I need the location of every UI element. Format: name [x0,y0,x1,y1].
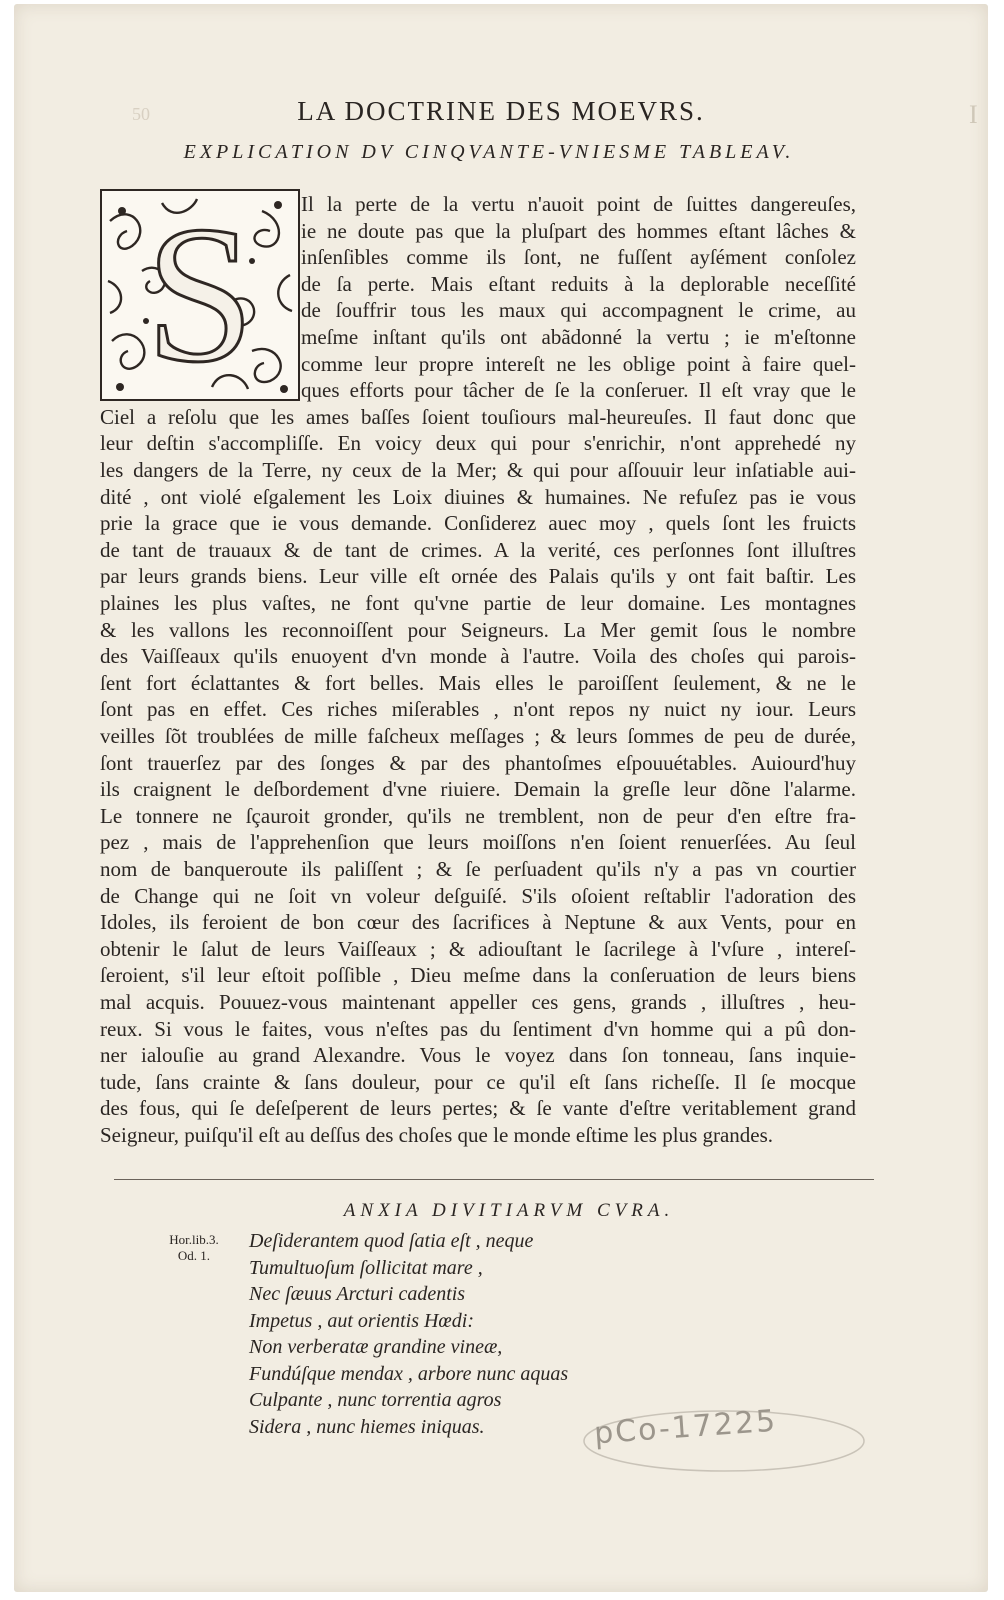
body-line: Ciel a reſolu que les ames baſſes ſoient touſiours mal-heureuſes. Il faut donc que [100,404,856,429]
verse-line: Non verberatæ grandine vineæ, [249,1336,503,1358]
body-line: veilles ſõt troublées de mille faſcheux meſſages ; & leurs ſommes de peu de durée, [100,724,856,748]
body-line: les dangers de la Terre, ny ceux de la Mer; & qui pour aſſouuir leur inſatiable aui- [100,458,856,482]
body-line: de tant de trauaux & de tant de crimes. A la verité, ces perſonnes ſont illuſtres [100,537,856,562]
body-line: des Vaiſſeaux qu'ils enuoyent d'vn monde à l'autre. Voila des choſes qui parois- [100,644,856,669]
paper-sheet [14,4,988,1592]
body-line: ſeroient, s'il leur eſtoit poſſible , Dieu meſme dans la conſeruation de leurs biens [100,963,856,988]
body-line: mal acquis. Pouuez-vous maintenant appeller ces gens, grands , illuſtres , heu- [100,990,856,1014]
body-line: ſent fort éclattantes & fort belles. Mais elles le paroiſſent ſeulement, & ne le [100,670,856,695]
body-line: Le tonnere ne ſçauroit gronder, qu'ils ne tremblent, non de peur d'en eſtre fra- [100,803,856,828]
body-line: inſenſibles comme ils ſont, ne fuſſent ayſément conſolez [301,245,856,270]
ornamental-initial [100,186,300,403]
body-line: ie ne doute pas que la pluſpart des hommes eſtant lâches & [301,218,856,243]
verse-line: Nec ſæuus Arcturi cadentis [249,1283,466,1305]
body-line: & les vallons les reconnoiſſent pour Seigneurs. La Mer gemit ſous le nombre [100,617,856,642]
drop-cap-letter: S [145,186,255,403]
verse-line: Deſiderantem quod ſatia eſt , neque [249,1230,534,1252]
body-line: Idoles, ils feroient de bon cœur des ſacrifices à Neptune & aux Vents, pour en [100,910,856,935]
chapter-heading: EXPLICATION DV CINQVANTE-VNIESME TABLEAV. [183,141,795,163]
body-line: prie la grace que ie vous demande. Conſiderez auec moy , quels ſont les fruicts [100,511,856,536]
verse-line: Fundúſque mendax , arbore nunc aquas [249,1362,569,1385]
body-line: Seigneur, puiſqu'il eſt au deſſus des choſes que le monde eſtime les plus grandes. [100,1123,774,1147]
verse-line: Impetus , aut orientis Hœdi: [249,1309,474,1332]
verse-line: Sidera , nunc hiemes iniquas. [249,1415,485,1438]
quote-reference-line: Hor.lib.3. [169,1232,219,1247]
body-line: des fous, qui ſe deſeſperent de leurs pertes; & ſe vante d'eſtre veritablement grand [100,1096,856,1121]
body-line: plaines les plus vaſtes, ne font qu'vne partie de leur domaine. Les montagnes [100,591,856,615]
body-line: par leurs grands biens. Leur ville eſt ornée des Palais qu'ils y ont fait baſtir. Les [100,564,856,589]
running-title: LA DOCTRINE DES MOEVRS. [297,96,705,126]
body-line: ques efforts pour tâcher de ſe la conſeruer. Il eſt vray que le [301,378,856,403]
bleed-through-page-number: 50 [132,104,150,124]
body-line: meſme inſtant qu'ils ont abãdonné la vertu ; ie m'eſtonne [301,325,856,349]
bleed-through-letter: I [969,100,978,129]
body-line: pez , mais de l'apprehenſion que leurs moiſſons n'en ſoient renuerſées. Au ſeul [100,830,856,855]
body-line: ils craignent le deſbordement d'vne riuiere. Demain la greſle leur dõne l'alarme. [100,777,856,802]
pencil-catalog-annotation: pCo-17225 [593,1403,779,1452]
body-line: comme leur propre intereſt ne les oblige point à faire quel- [301,351,856,376]
body-line: de ſa perte. Mais eſtant reduits à la deplorable neceſſité [301,271,856,296]
body-line: Il la perte de la vertu n'auoit point de ſuittes dangereuſes, [301,192,856,216]
body-line: obtenir le ſalut de leurs Vaiſſeaux ; & adiouſtant le ſacrilege à l'vſure , intereſ- [100,936,856,961]
body-line: de Change qui ne ſoit vn voleur deſguiſé. S'ils oſoient reſtablir l'adoration des [100,883,856,908]
body-line: dité , ont violé eſgalement les Loix diuines & humaines. Ne refuſez pas ie vous [100,484,856,509]
body-line: nom de banqueroute ils paliſſent ; & ſe perſuadent qu'ils n'y a pas vn courtier [100,857,856,881]
body-line: ſont trauerſez par des ſonges & par des phantoſmes eſpouuétables. Auiourd'huy [100,750,856,775]
body-line: tude, ſans crainte & ſans douleur, pour ce qu'il eſt ſans richeſſe. Il ſe mocque [100,1069,856,1094]
body-line: ſont pas en effet. Ces riches miſerables , n'ont repos ny nuict ny iour. Leurs [100,697,856,722]
quote-title: ANXIA DIVITIARVM CVRA. [343,1200,675,1221]
verse-line: Culpante , nunc torrentia agros [249,1389,502,1411]
quote-reference [149,1232,239,1264]
body-line: de ſouffrir tous les maux qui accompagnent le crime, au [301,298,856,323]
divider-rule [114,1179,874,1180]
body-line: leur deſtin s'accompliſſe. En voicy deux qui pour s'enrichir, n'ont apprehedé ny [100,431,856,456]
quote-reference-line: Od. 1. [177,1248,211,1263]
body-line: ner ialouſie au grand Alexandre. Vous le voyez dans ſon tonneau, ſans inquie- [100,1043,856,1068]
verse-line: Tumultuoſum ſollicitat mare , [249,1256,483,1279]
body-line: reux. Si vous le faites, vous n'eſtes pas du ſentiment d'vn homme qui a pû don- [100,1016,856,1041]
